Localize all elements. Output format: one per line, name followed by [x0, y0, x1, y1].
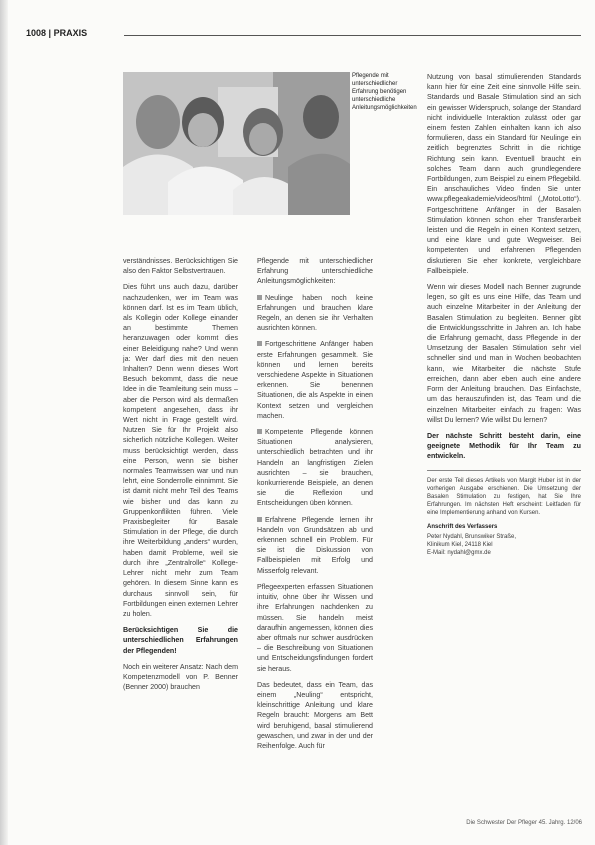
col2-bullet-1-text: Neulinge haben noch keine Erfahrungen und brauchen klare Regeln, an denen sie ihr Verhalten ausrichten können.	[257, 293, 373, 333]
col3-rule	[427, 470, 581, 471]
col1-paragraph-3: Noch ein weiterer Ansatz: Nach dem Kompetenzmodell von P. Benner (Benner 2000) brauchen	[123, 662, 238, 692]
col1-paragraph-1: verständnisses. Berücksichtigen Sie also den Faktor Selbstvertrauen.	[123, 257, 238, 276]
author-address-line: Klinikum Kiel, 24118 Kiel	[427, 541, 493, 548]
col2-paragraph-2: Pflegeexperten erfassen Situationen intuitiv, ohne über ihr Wissen und ihre Erfahrungen nachdenken zu müssen. Sie handeln meist daraufhin angemessen, können dies aber oftmals nur schwer ausdrücken – die Beschreibung von Situationen und Entscheidungsfindungen fordert sie heraus.	[257, 582, 373, 673]
page-number: 1008	[26, 28, 47, 38]
col2-bullet-3-text: Kompetente Pflegende können Situationen analysieren, unterschiedlich betrachten und ihr Handeln an langfristigen Zielen ausrichten – sie brauchen, konkurrierende Beispiele, an denen sie die Reflexion und Entscheidungen üben können.	[257, 428, 373, 508]
page-edge-shadow	[0, 0, 8, 845]
photo-caption: Pflegende mit unterschiedlicher Erfahrung benötigen unterschiedliche Anleitungsmöglichkeiten	[352, 73, 417, 111]
bullet-square-icon	[257, 517, 262, 522]
column-3	[427, 72, 581, 557]
col2-paragraph-1: Pflegende mit unterschiedlicher Erfahrung unterschiedliche Anleitungsmöglichkeiten:	[257, 257, 373, 286]
col2-bullet-3	[257, 427, 373, 509]
bullet-square-icon	[257, 429, 262, 434]
col3-paragraph-1: Nutzung von basal stimulierenden Standards kann hier für eine Zeit eine sinnvolle Hilfe sein. Standards und Basale Stimulation sind an sich ein gewisser Widerspruch, solange der Standard nicht individuelle Interaktion zulässt oder gar einem festen Zahlen einhalten kann ich also formulieren, dass ein Standard für Neulinge ein zeitlich begrenztes Schritt in die richtige Richtung sein kann. Eventuell braucht ein solches Team dann auch grundlegendere Fortbildungen, zum Beispiel zu einem Pflegebild. Ein anschauliches Video finden Sie unter www.pflegeakademie/videos/html („MotoLotto“). Fortgeschrittene Anfänger in der Basalen Stimulation können schon eher Transferarbeit leisten und die Regeln in einen Kontext setzen, und eine klare und gute Wegweiser. Bei kompetenten und erfahrenen Pflegenden diskutieren Sie eher konkrete, vergleichbare Fallbeispiele.	[427, 73, 581, 275]
col3-note: Der erste Teil dieses Artikels von Margit Huber ist in der vorherigen Ausgabe erschienen. Die Umsetzung der Basalen Stimulation zu festigen, hat Sie Ihre Erfahrungen. Im nächsten Heft erscheint: Leitfaden für eine Implementierung anhand von Kursen.	[427, 477, 581, 516]
journal-footer: Die Schwester Der Pfleger 45. Jahrg. 12/06	[466, 820, 582, 826]
col2-bullet-4	[257, 515, 373, 576]
col2-bullet-2	[257, 339, 373, 421]
col2-bullet-1	[257, 293, 373, 334]
page-number-section: 1008 | PRAXIS	[26, 28, 88, 38]
column-1	[123, 256, 238, 698]
bullet-square-icon	[257, 341, 262, 346]
author-address	[427, 533, 581, 557]
author-address-line: E-Mail: nydahl@gmx.de	[427, 549, 491, 556]
nurses-photo	[123, 72, 350, 215]
author-address-label: Anschrift des Verfassers	[427, 523, 498, 530]
page-header	[26, 28, 581, 42]
col2-bullet-4-text: Erfahrene Pflegende lernen ihr Handeln von Grundsätzen ab und erkennen schnell ein Problem. Für sie ist die Diskussion von Fallbeispielen mit Erfolg und Misserfolg relevant.	[257, 515, 373, 575]
col2-bullet-2-text: Fortgeschrittene Anfänger haben erste Erfahrungen gesammelt. Sie können und lernen bereits verschiedene Aspekte in Situationen erkennen. Sie benennen Situationen, die als Aspekte in einen Kontext setzen und vergleichen machen.	[257, 340, 373, 420]
col3-bold-paragraph: Der nächste Schritt besteht darin, eine geeignete Methodik für Ihr Team zu entwickeln.	[427, 431, 581, 461]
col2-paragraph-3: Das bedeutet, dass ein Team, das einem „Neuling“ entspricht, kleinschrittige Anleitung und klare Regeln braucht: Morgens am Bett wird beruhigend, basal stimulierend gewaschen, und zwar in der und der Reihenfolge. Auch für	[257, 680, 373, 750]
column-2	[257, 256, 373, 757]
author-address-line: Peter Nydahl, Brunswiker Straße,	[427, 533, 517, 540]
photo-illustration	[123, 72, 350, 215]
header-rule	[124, 35, 581, 36]
col3-paragraph-2: Wenn wir dieses Modell nach Benner zugrunde legen, so gilt es uns eine Hilfe, das Team und auch einzelne Mitarbeiter in der Anleitung der Basalen Stimulation zu begleiten. Benner gibt die Entwicklungsschritte in Jahren an. Ich habe die Erfahrung gemacht, dass Pflegende in der Umsetzung der Basalen Stimulation sehr viel schneller sind und man in Wochen beobachten kann, wie Mitarbeiter die nächste Stufe erreichen, dann aber eben auch eine andere Form der Anleitung brauchen. Das Einfachste, um das herauszufinden ist, das Team und die einzelnen Mitarbeiter einfach zu fragen: Was willst Du lernen? Wie willst Du lernen?	[427, 283, 581, 424]
section-title: PRAXIS	[53, 28, 88, 38]
col1-heading: Berücksichtigen Sie die unterschiedlichen Erfahrungen der Pflegenden!	[123, 626, 238, 655]
bullet-square-icon	[257, 295, 262, 300]
col1-paragraph-2: Dies führt uns auch dazu, darüber nachzudenken, wer im Team was können darf. Ist es im Team üblich, als Kollegin oder Kollege einander an bestimmte Themen heranzuwagen oder kommt dies einer Beleidigung nahe? Und wenn ja: Wer darf dies mit den neuen Inhalten? Denn wenn dieses Wort Besuch bekommt, dass die neue Idee in die Teamleitung sein muss – aber die Person wird als dermaßen kompetent angesehen, dass ihr Wert nicht in Frage gestellt wird. Nutzen Sie für Ihr Projekt also sicherlich nützliche Kollegen. Weiter muss berücksichtigt werden, dass eine Person, wenn sie bisher normales Teamwissen war und nun lehrt, eine Sonderrolle einnimmt. Sie ist damit nicht mehr Teil des Teams wie bisher und das kann zu Gruppenkonflikten führen. Viele Praxisbegleiter für Basale Stimulation in der Pflege, die durch ihre Weiterbildung „anders“ wurden, haben damit Probleme, weil sie durch ihre „Zentralrolle“ Kollege-Lehrer nicht mehr zum Team gehören. In diesem Sinne kann es durchaus sinnvoll sein, für Fortbildungen einen externen Lehrer zu holen.	[123, 283, 238, 618]
